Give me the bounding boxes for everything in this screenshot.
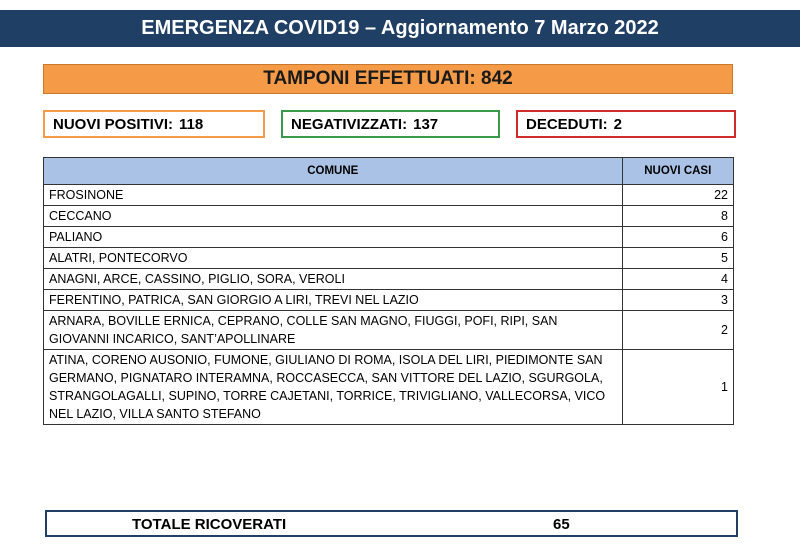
comune-cell: PALIANO: [44, 227, 623, 248]
comuni-table: [43, 157, 734, 425]
casi-cell: 2: [622, 311, 734, 350]
tamponi-label: TAMPONI EFFETTUATI:: [263, 68, 476, 89]
page-title: EMERGENZA COVID19 – Aggiornamento 7 Marzo 2022: [0, 10, 800, 47]
negativizzati-label: NEGATIVIZZATI:: [291, 115, 408, 133]
comune-cell: FROSINONE: [44, 185, 623, 206]
casi-cell: 6: [622, 227, 734, 248]
table-header-row: [44, 158, 734, 185]
comune-cell: ATINA, CORENO AUSONIO, FUMONE, GIULIANO DI ROMA, ISOLA DEL LIRI, PIEDIMONTE SAN GERMANO, PIGNATARO INTERAMNA, ROCCASECCA, SAN VITTORE DEL LAZIO, SGURGOLA, STRANGOLAGALLI, SUPINO, TORRE CAJETANI, TORRICE, TRIVIGLIANO, VALLECORSA, VICO NEL LAZIO, VILLA SANTO STEFANO: [44, 350, 623, 425]
casi-cell: 22: [622, 185, 734, 206]
comune-cell: ALATRI, PONTECORVO: [44, 248, 623, 269]
casi-cell: 5: [622, 248, 734, 269]
deceduti-label: DECEDUTI:: [526, 115, 608, 133]
comune-cell: ANAGNI, ARCE, CASSINO, PIGLIO, SORA, VEROLI: [44, 269, 623, 290]
column-header-comune: COMUNE: [44, 158, 623, 185]
table-row: [44, 269, 734, 290]
casi-cell: 1: [622, 350, 734, 425]
table-row: [44, 311, 734, 350]
casi-cell: 3: [622, 290, 734, 311]
totale-ricoverati-box: [45, 510, 738, 537]
tamponi-banner: [43, 64, 733, 94]
table-row: [44, 206, 734, 227]
tamponi-value: 842: [481, 68, 513, 89]
deceduti-box: [516, 110, 736, 138]
negativizzati-value: 137: [413, 115, 439, 133]
comune-cell: FERENTINO, PATRICA, SAN GIORGIO A LIRI, TREVI NEL LAZIO: [44, 290, 623, 311]
table-row: [44, 350, 734, 425]
column-header-nuovi-casi: NUOVI CASI: [622, 158, 734, 185]
casi-cell: 8: [622, 206, 734, 227]
table-row: [44, 227, 734, 248]
comune-cell: ARNARA, BOVILLE ERNICA, CEPRANO, COLLE SAN MAGNO, FIUGGI, POFI, RIPI, SAN GIOVANNI INCARICO, SANT’APOLLINARE: [44, 311, 623, 350]
table-row: [44, 185, 734, 206]
table-row: [44, 290, 734, 311]
totale-ricoverati-label: TOTALE RICOVERATI: [132, 516, 287, 533]
nuovi-positivi-label: NUOVI POSITIVI:: [53, 115, 174, 133]
nuovi-positivi-value: 118: [179, 115, 204, 133]
table-row: [44, 248, 734, 269]
negativizzati-box: [281, 110, 500, 138]
comune-cell: CECCANO: [44, 206, 623, 227]
totale-ricoverati-value: 65: [553, 516, 570, 533]
deceduti-value: 2: [613, 115, 623, 133]
nuovi-positivi-box: [43, 110, 265, 138]
casi-cell: 4: [622, 269, 734, 290]
